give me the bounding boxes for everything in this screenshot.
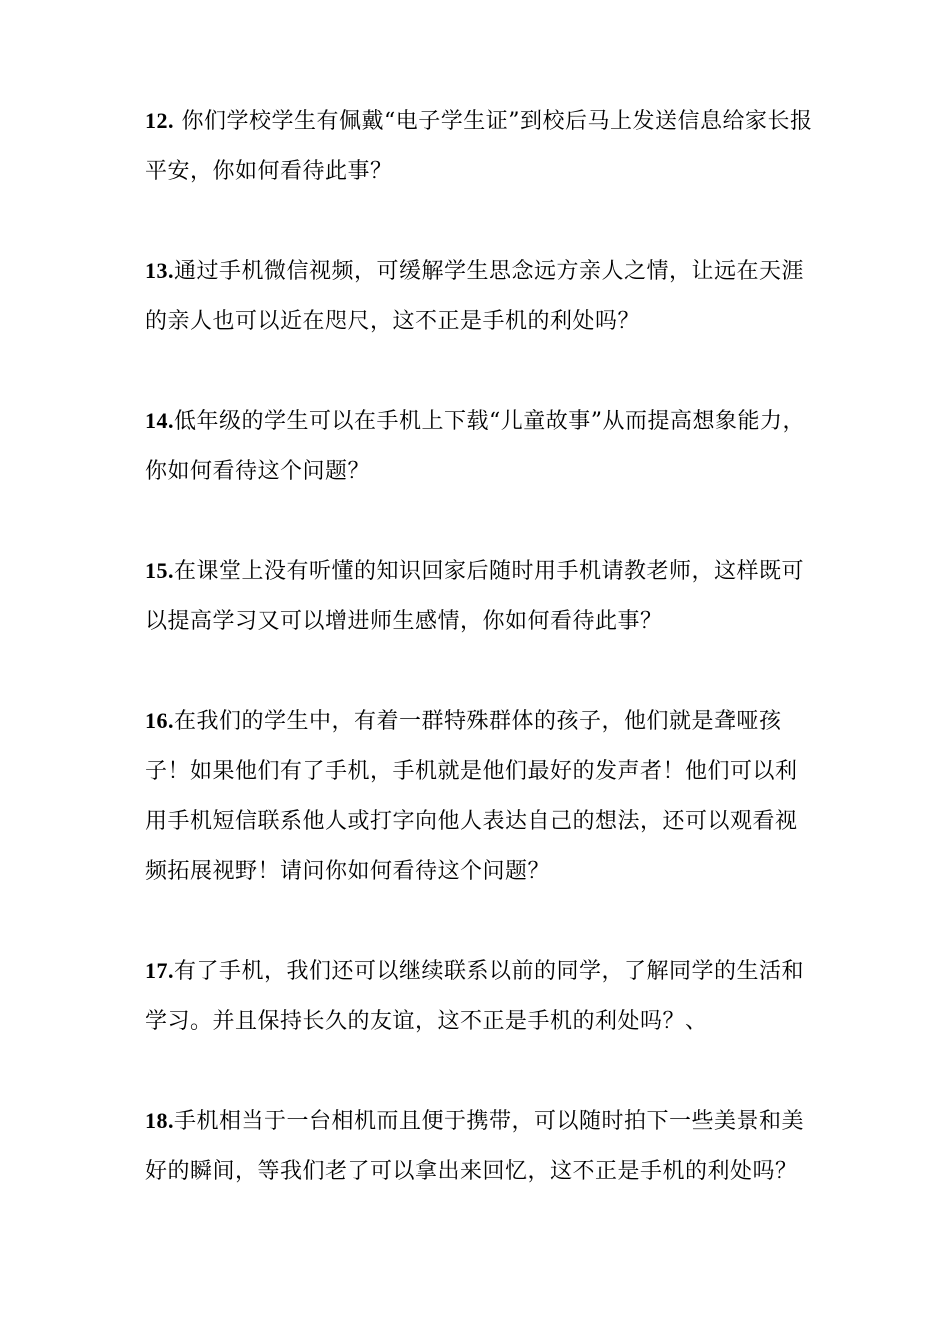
question-text: 低年级的学生可以在手机上下载“儿童故事”从而提高想象能力，你如何看待这个问题？ (145, 409, 805, 484)
question-14 (145, 396, 815, 497)
question-17 (145, 946, 815, 1047)
question-16 (145, 696, 815, 897)
question-number: 15. (145, 558, 174, 583)
question-number: 12. (145, 108, 174, 133)
question-text: 你们学校学生有佩戴“电子学生证”到校后马上发送信息给家长报平安，你如何看待此事？ (145, 109, 813, 184)
question-text: 在我们的学生中，有着一群特殊群体的孩子，他们就是聋哑孩子！如果他们有了手机，手机就是他们最好的发声者！他们可以利用手机短信联系他人或打字向他人表达自己的想法，还可以观看视频拓展视野！请问你如何看待这个问题？ (145, 709, 798, 884)
question-13 (145, 246, 815, 347)
question-number: 18. (145, 1108, 174, 1133)
question-number: 14. (145, 408, 174, 433)
question-number: 17. (145, 958, 174, 983)
question-text: 在课堂上没有听懂的知识回家后随时用手机请教老师，这样既可以提高学习又可以增进师生感情，你如何看待此事？ (145, 559, 805, 634)
question-text: 手机相当于一台相机而且便于携带，可以随时拍下一些美景和美好的瞬间，等我们老了可以拿出来回忆，这不正是手机的利处吗？ (145, 1109, 805, 1184)
question-text: 有了手机，我们还可以继续联系以前的同学，了解同学的生活和学习。并且保持长久的友谊，这不正是手机的利处吗？、 (145, 959, 805, 1034)
question-text: 通过手机微信视频，可缓解学生思念远方亲人之情，让远在天涯的亲人也可以近在咫尺，这不正是手机的利处吗？ (145, 259, 805, 334)
question-number: 13. (145, 258, 174, 283)
question-number: 16. (145, 708, 174, 733)
question-15 (145, 546, 815, 647)
question-12 (145, 96, 815, 197)
question-18 (145, 1096, 815, 1197)
